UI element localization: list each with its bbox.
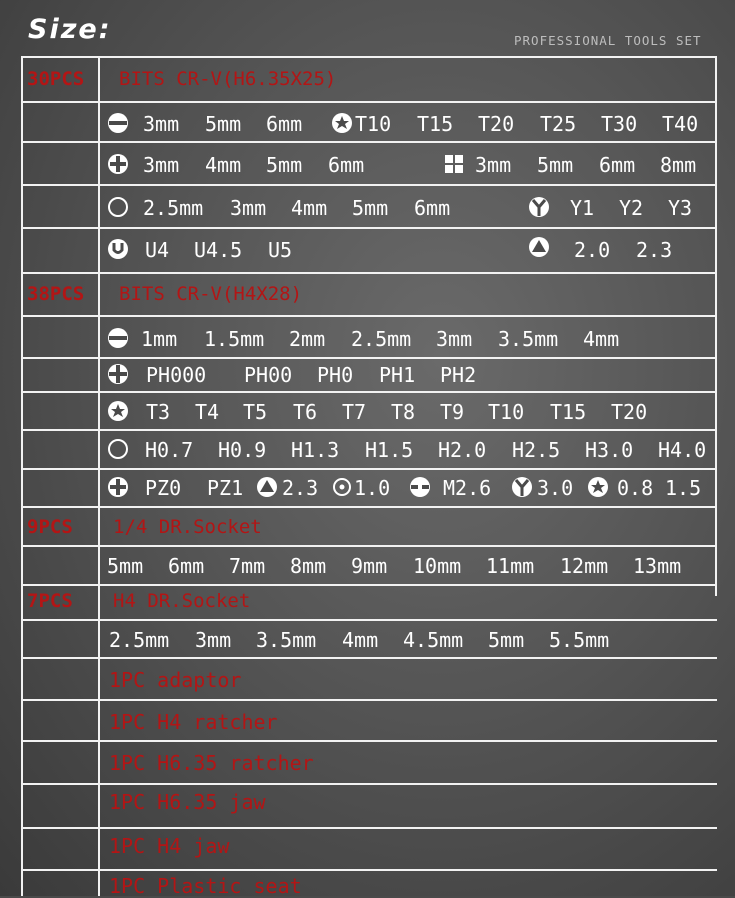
size-value: 5mm bbox=[205, 112, 242, 136]
size-value: PZ0 bbox=[145, 476, 182, 500]
size-value: M2.6 bbox=[443, 476, 492, 500]
row-line bbox=[21, 101, 717, 103]
single-item: 1PC H6.35 ratcher bbox=[109, 751, 314, 775]
size-value: U4.5 bbox=[194, 238, 243, 262]
size-value: H0.7 bbox=[145, 438, 194, 462]
size-value: T3 bbox=[146, 400, 171, 424]
size-value: PH2 bbox=[440, 363, 477, 387]
row-line bbox=[21, 429, 717, 431]
size-value: 3mm bbox=[143, 112, 180, 136]
spanner-icon bbox=[409, 476, 431, 498]
row-line bbox=[21, 272, 717, 274]
size-value: T15 bbox=[417, 112, 454, 136]
size-value: 3.5mm bbox=[498, 327, 559, 351]
size-value: PH00 bbox=[244, 363, 293, 387]
size-value: 3mm bbox=[230, 196, 267, 220]
size-value: 6mm bbox=[599, 153, 636, 177]
row-line bbox=[21, 141, 717, 143]
row-line bbox=[21, 184, 717, 186]
row-line bbox=[21, 545, 717, 547]
torx-icon bbox=[587, 476, 609, 498]
size-value: H1.5 bbox=[365, 438, 414, 462]
size-value: 6mm bbox=[414, 196, 451, 220]
section-label: BITS CR-V(H6.35X25) bbox=[119, 68, 337, 90]
row-line bbox=[21, 584, 717, 586]
size-value: PH000 bbox=[146, 363, 207, 387]
size-value: 2.5mm bbox=[143, 196, 204, 220]
torx-icon bbox=[331, 112, 353, 134]
size-value: T9 bbox=[440, 400, 465, 424]
size-value: T40 bbox=[662, 112, 699, 136]
single-item: 1PC H4 jaw bbox=[109, 834, 230, 858]
size-value: U5 bbox=[268, 238, 293, 262]
size-value: Y3 bbox=[668, 196, 693, 220]
slotted-icon bbox=[107, 327, 129, 349]
tri-wing-icon bbox=[511, 476, 533, 498]
size-title: Size: bbox=[28, 14, 112, 45]
row-line bbox=[21, 227, 717, 229]
size-value: 6mm bbox=[266, 112, 303, 136]
size-value: 3.0 bbox=[537, 476, 574, 500]
size-value: 2.5mm bbox=[351, 327, 412, 351]
size-value: H0.9 bbox=[218, 438, 267, 462]
table-divider bbox=[98, 56, 100, 896]
row-line bbox=[21, 783, 717, 785]
size-value: H3.0 bbox=[585, 438, 634, 462]
size-value: T20 bbox=[611, 400, 648, 424]
size-value: 4.5mm bbox=[403, 628, 464, 652]
cross-icon bbox=[443, 153, 465, 175]
row-line bbox=[21, 506, 717, 508]
size-value: 3.5mm bbox=[256, 628, 317, 652]
u-icon bbox=[107, 238, 129, 260]
size-value: T5 bbox=[243, 400, 268, 424]
size-value: 9mm bbox=[351, 554, 388, 578]
slotted-icon bbox=[107, 112, 129, 134]
size-value: 1mm bbox=[141, 327, 178, 351]
size-value: H2.0 bbox=[438, 438, 487, 462]
size-value: 0.8 bbox=[617, 476, 654, 500]
size-value: Y1 bbox=[570, 196, 595, 220]
single-item: 1PC Plastic seat bbox=[109, 874, 302, 898]
row-line bbox=[21, 740, 717, 742]
single-item: 1PC adaptor bbox=[109, 668, 242, 692]
hex-icon bbox=[107, 196, 129, 218]
section-count: 38PCS bbox=[27, 283, 85, 305]
size-value: 11mm bbox=[486, 554, 535, 578]
section-count: 9PCS bbox=[27, 516, 73, 538]
size-value: 5.5mm bbox=[549, 628, 610, 652]
row-line bbox=[21, 657, 717, 659]
section-label: 1/4 DR.Socket bbox=[113, 516, 262, 538]
phillips-icon bbox=[107, 153, 129, 175]
torx-icon bbox=[107, 400, 129, 422]
size-value: 3mm bbox=[195, 628, 232, 652]
size-value: H1.3 bbox=[291, 438, 340, 462]
row-line bbox=[21, 315, 717, 317]
hex-icon bbox=[107, 438, 129, 460]
size-value: T25 bbox=[540, 112, 577, 136]
size-value: T30 bbox=[601, 112, 638, 136]
row-line bbox=[21, 827, 717, 829]
size-value: 2.3 bbox=[282, 476, 319, 500]
size-value: 13mm bbox=[633, 554, 682, 578]
size-value: 6mm bbox=[168, 554, 205, 578]
size-value: T8 bbox=[391, 400, 416, 424]
size-value: T20 bbox=[478, 112, 515, 136]
size-value: 4mm bbox=[342, 628, 379, 652]
size-value: H2.5 bbox=[512, 438, 561, 462]
size-value: 2.5mm bbox=[109, 628, 170, 652]
size-value: T10 bbox=[488, 400, 525, 424]
size-value: 8mm bbox=[660, 153, 697, 177]
size-value: 3mm bbox=[143, 153, 180, 177]
size-value: 1.5 bbox=[665, 476, 702, 500]
spec-table bbox=[21, 56, 717, 896]
size-value: 8mm bbox=[290, 554, 327, 578]
section-count: 30PCS bbox=[27, 68, 85, 90]
row-line bbox=[21, 468, 717, 470]
size-value: 4mm bbox=[583, 327, 620, 351]
row-line bbox=[21, 56, 717, 58]
size-value: 2.3 bbox=[636, 238, 673, 262]
pin-icon bbox=[332, 477, 352, 497]
single-item: 1PC H6.35 jaw bbox=[109, 790, 266, 814]
size-value: 2mm bbox=[289, 327, 326, 351]
row-line bbox=[21, 357, 717, 359]
size-value: 5mm bbox=[537, 153, 574, 177]
table-border-right bbox=[715, 56, 717, 596]
size-value: 5mm bbox=[266, 153, 303, 177]
subtitle: PROFESSIONAL TOOLS SET bbox=[514, 33, 702, 48]
size-value: 5mm bbox=[352, 196, 389, 220]
size-value: 7mm bbox=[229, 554, 266, 578]
single-item: 1PC H4 ratcher bbox=[109, 710, 278, 734]
size-value: T10 bbox=[355, 112, 392, 136]
size-value: 5mm bbox=[107, 554, 144, 578]
row-line bbox=[21, 699, 717, 701]
size-value: PH0 bbox=[317, 363, 354, 387]
table-border-left bbox=[21, 56, 23, 896]
size-value: T6 bbox=[293, 400, 318, 424]
size-value: T15 bbox=[550, 400, 587, 424]
size-value: 5mm bbox=[488, 628, 525, 652]
size-value: 6mm bbox=[328, 153, 365, 177]
size-value: 3mm bbox=[436, 327, 473, 351]
size-value: U4 bbox=[145, 238, 170, 262]
size-value: 4mm bbox=[291, 196, 328, 220]
pozi-icon bbox=[107, 476, 129, 498]
tri-wing-icon bbox=[528, 196, 550, 218]
size-value: PH1 bbox=[379, 363, 416, 387]
size-value: 2.0 bbox=[574, 238, 611, 262]
section-label: BITS CR-V(H4X28) bbox=[119, 283, 303, 305]
row-line bbox=[21, 391, 717, 393]
size-value: 1.0 bbox=[354, 476, 391, 500]
phillips-icon bbox=[107, 363, 129, 385]
row-line bbox=[21, 619, 717, 621]
size-value: H4.0 bbox=[658, 438, 707, 462]
size-value: 10mm bbox=[413, 554, 462, 578]
section-count: 7PCS bbox=[27, 590, 73, 612]
size-value: 3mm bbox=[475, 153, 512, 177]
size-value: T7 bbox=[342, 400, 367, 424]
triangle-icon bbox=[256, 476, 278, 498]
row-line bbox=[21, 869, 717, 871]
size-value: PZ1 bbox=[207, 476, 244, 500]
size-value: 4mm bbox=[205, 153, 242, 177]
size-value: T4 bbox=[195, 400, 220, 424]
size-value: 12mm bbox=[560, 554, 609, 578]
size-value: Y2 bbox=[619, 196, 644, 220]
section-label: H4 DR.Socket bbox=[113, 590, 251, 612]
triangle-icon bbox=[528, 236, 550, 258]
size-value: 1.5mm bbox=[204, 327, 265, 351]
